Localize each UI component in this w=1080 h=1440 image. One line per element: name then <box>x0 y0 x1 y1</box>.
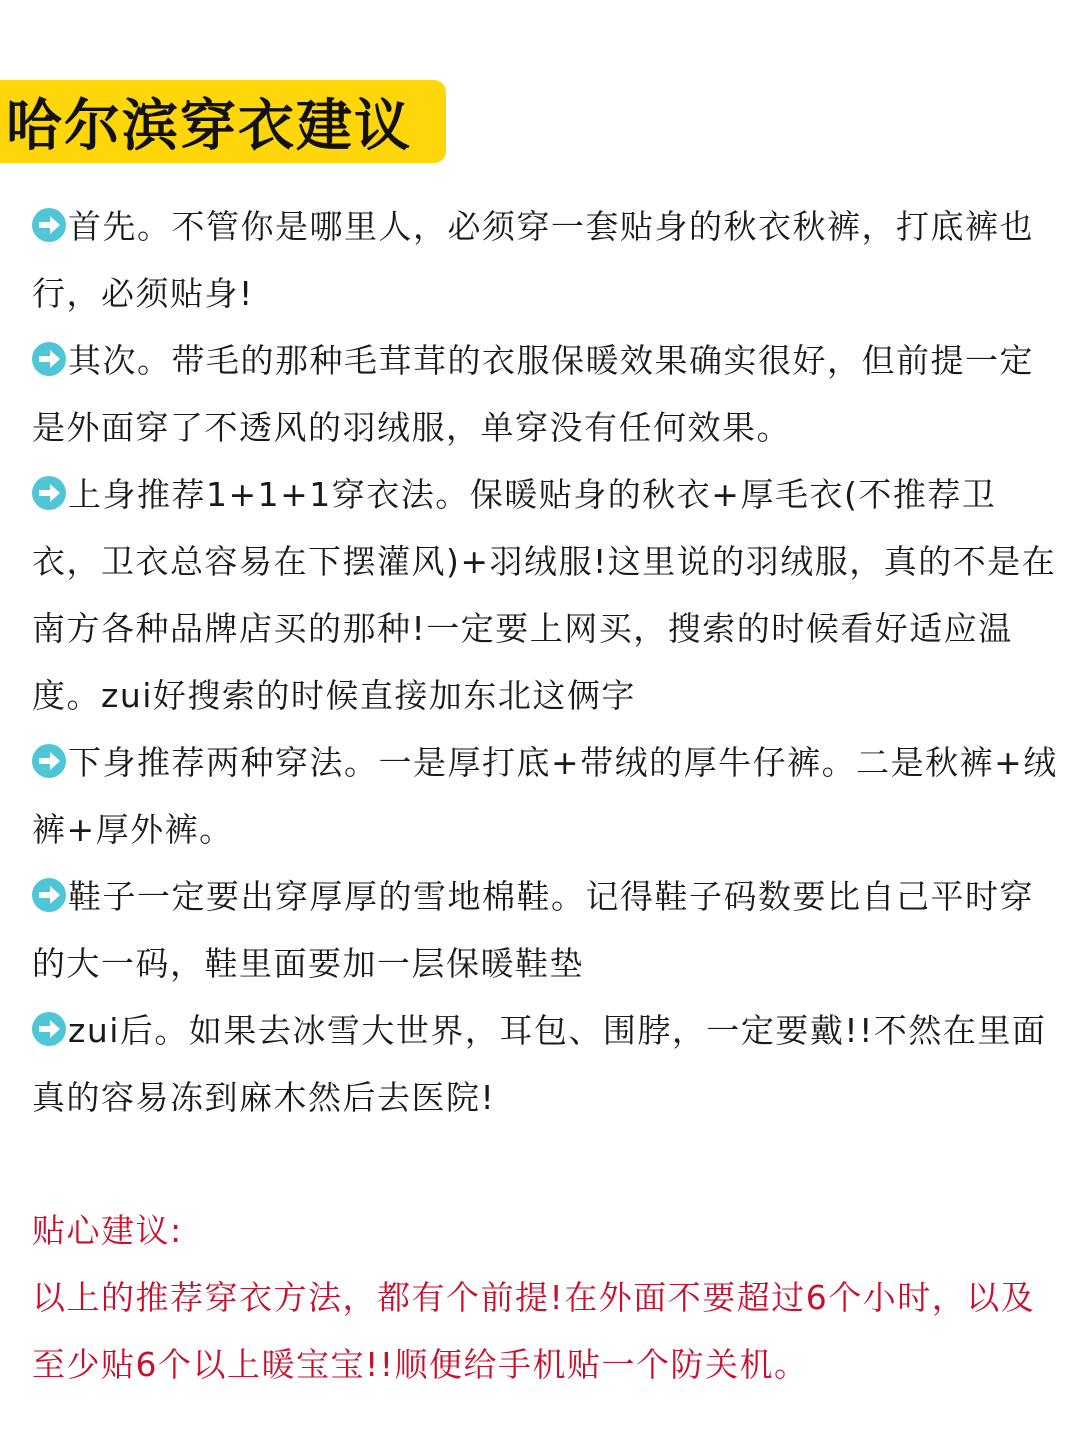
page-title: 哈尔滨穿衣建议 <box>6 93 412 159</box>
list-item <box>32 327 1064 461</box>
arrow-right-circle-icon <box>32 208 66 242</box>
list-item <box>32 461 1064 729</box>
arrow-right-circle-icon <box>32 744 66 778</box>
title-banner <box>0 80 446 163</box>
list-item-text: 首先。不管你是哪里人，必须穿一套贴身的秋衣秋裤，打底裤也行，必须贴身! <box>32 207 1034 313</box>
arrow-right-circle-icon <box>32 476 66 510</box>
list-item-text: 鞋子一定要出穿厚厚的雪地棉鞋。记得鞋子码数要比自己平时穿的大一码，鞋里面要加一层保暖鞋垫 <box>32 877 1034 983</box>
list-item-text: zui后。如果去冰雪大世界，耳包、围脖，一定要戴!!不然在里面真的容易冻到麻木然后去医院! <box>32 1011 1047 1117</box>
list-item <box>32 193 1064 327</box>
tip-heading: 贴心建议: <box>32 1211 183 1250</box>
list-item-text: 下身推荐两种穿法。一是厚打底+带绒的厚牛仔裤。二是秋裤+绒裤+厚外裤。 <box>32 743 1058 849</box>
list-item <box>32 729 1064 863</box>
arrow-right-circle-icon <box>32 1012 66 1046</box>
list-item-text: 上身推荐1+1+1穿衣法。保暖贴身的秋衣+厚毛衣(不推荐卫衣，卫衣总容易在下摆灌风)+羽绒服!这里说的羽绒服，真的不是在南方各种品牌店买的那种!一定要上网买，搜索的时候看好适应温度。zui好搜索的时候直接加东北这俩字 <box>32 475 1057 715</box>
advice-list <box>32 193 1064 1131</box>
list-item <box>32 863 1064 997</box>
tip-body: 以上的推荐穿衣方法，都有个前提!在外面不要超过6个小时，以及至少贴6个以上暖宝宝!!顺便给手机贴一个防关机。 <box>32 1278 1036 1384</box>
arrow-right-circle-icon <box>32 342 66 376</box>
tip-section <box>32 1197 1064 1398</box>
list-item <box>32 997 1064 1131</box>
arrow-right-circle-icon <box>32 878 66 912</box>
list-item-text: 其次。带毛的那种毛茸茸的衣服保暖效果确实很好，但前提一定是外面穿了不透风的羽绒服，单穿没有任何效果。 <box>32 341 1034 447</box>
